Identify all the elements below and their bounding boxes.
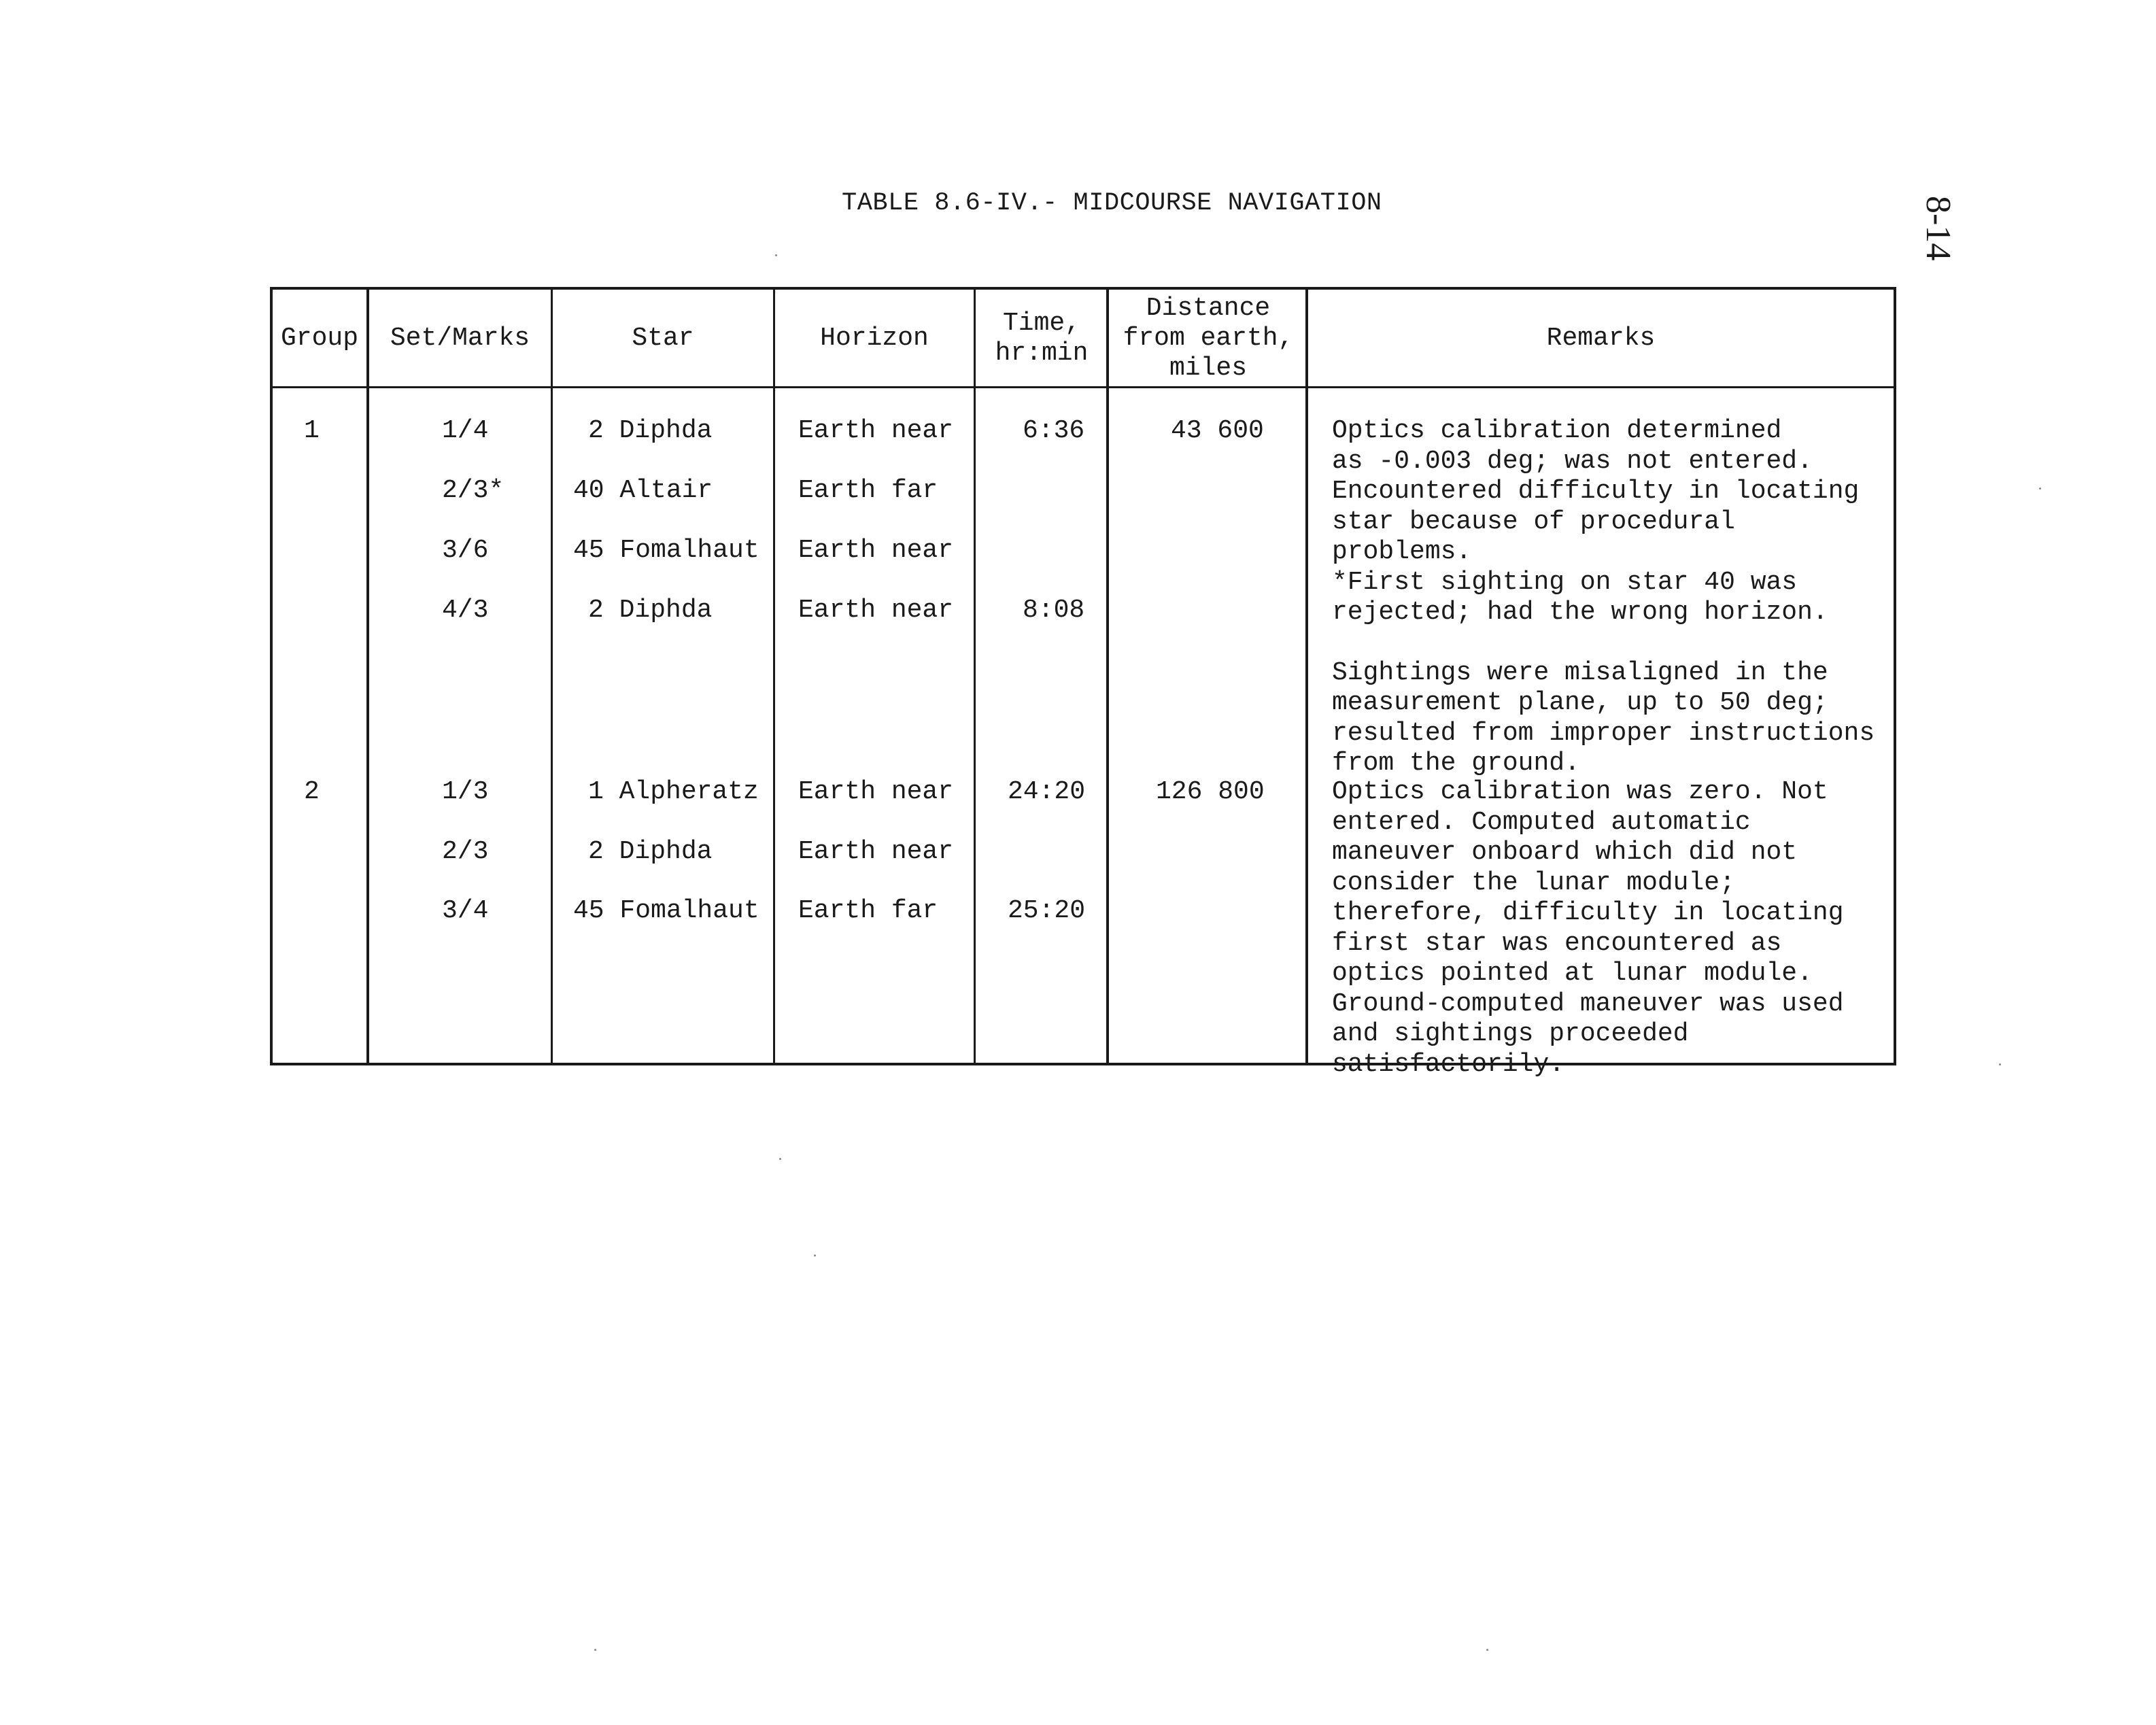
header-distance: Distance from earth, miles [1123,294,1294,383]
column-divider [551,287,553,1065]
page-number: 8-14 [1919,196,1957,261]
horizon-value: Earth far [798,476,938,505]
set-marks-value: 1/3 [442,777,489,806]
time-value: 24:20 [1008,777,1086,806]
star-value: 45 Fomalhaut [573,536,759,565]
star-value: 2 Diphda [588,416,713,445]
horizon-value: Earth far [798,896,938,925]
scan-speck [594,1649,596,1651]
column-divider [1305,287,1308,1065]
time-value: 25:20 [1008,896,1086,925]
distance-value: 43 600 [1171,416,1264,445]
remark-paragraph: *First sighting on star 40 was rejected; had the wrong horizon. [1332,567,1828,627]
midcourse-navigation-table [270,287,1896,1079]
horizon-value: Earth near [798,416,954,445]
header-divider [270,386,1896,388]
header-star: Star [632,324,694,353]
header-set-marks: Set/Marks [390,324,530,353]
remark-paragraph: Sightings were misaligned in the measurement plane, up to 50 deg; resulted from improper instructions from the ground. [1332,657,1875,778]
set-marks-value: 2/3* [442,476,504,505]
group-value: 1 [304,416,320,445]
remark-paragraph: Optics calibration determined as -0.003 deg; was not entered. [1332,416,1813,476]
column-divider [974,287,976,1065]
table-border-left [270,287,273,1065]
star-value: 45 Fomalhaut [573,896,759,925]
column-divider [773,287,775,1065]
table-border-top [270,287,1896,290]
star-value: 1 Alpheratz [588,777,759,806]
table-border-right [1894,287,1896,1065]
star-value: 2 Diphda [588,837,713,866]
remark-paragraph: Optics calibration was zero. Not entered. Computed automatic maneuver onboard which did not consider the lunar module; therefore, difficulty in locating first star was encountered as optics pointed at lunar module. Ground-computed maneuver was used and sightings proceeded satisfactorily. [1332,777,1844,1079]
scan-speck [775,254,777,256]
set-marks-value: 2/3 [442,837,489,866]
scan-speck [1999,1063,2001,1065]
table-title: TABLE 8.6-IV.- MIDCOURSE NAVIGATION [842,189,1382,218]
horizon-value: Earth near [798,596,954,625]
scan-speck [1486,1649,1488,1651]
horizon-value: Earth near [798,536,954,565]
set-marks-value: 4/3 [442,596,489,625]
time-value: 8:08 [1023,596,1085,625]
distance-value: 126 800 [1156,777,1265,806]
star-value: 2 Diphda [588,596,713,625]
set-marks-value: 3/4 [442,896,489,925]
scan-speck [779,1158,781,1160]
group-value: 2 [304,777,320,806]
scan-speck [2039,488,2041,490]
header-remarks: Remarks [1546,324,1656,353]
time-value: 6:36 [1023,416,1085,445]
scan-speck [814,1254,816,1257]
remarks-group1 [1332,416,1876,779]
set-marks-value: 1/4 [442,416,489,445]
header-time: Time, hr:min [995,309,1089,368]
remark-paragraph: Encountered difficulty in locating star because of procedural problems. [1332,477,1860,566]
header-group: Group [280,324,359,353]
horizon-value: Earth near [798,837,954,866]
header-horizon: Horizon [820,324,929,353]
horizon-value: Earth near [798,777,954,806]
column-divider [366,287,369,1065]
column-divider [1106,287,1109,1065]
remarks-group2 [1332,777,1876,1080]
star-value: 40 Altair [573,476,713,505]
set-marks-value: 3/6 [442,536,489,565]
